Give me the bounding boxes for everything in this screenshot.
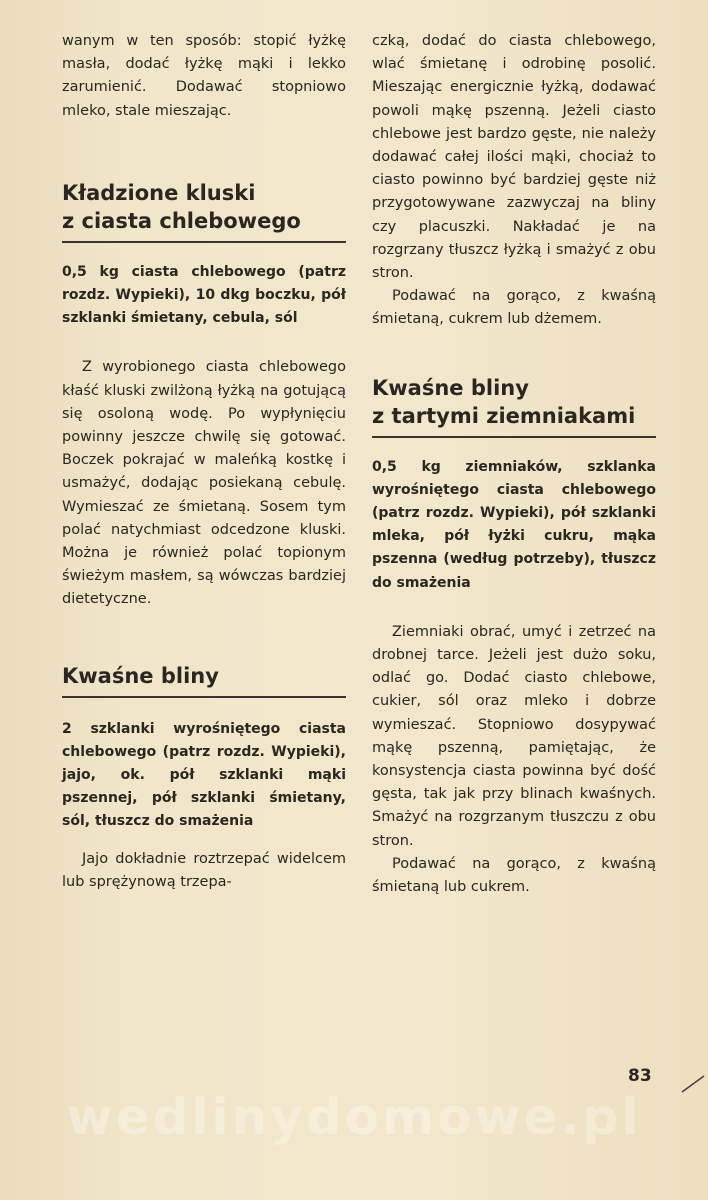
recipe3-ingredients: 0,5 kg ziemniaków, szklanka wyrośniętego ciasta chlebowego (patrz rozdz. Wypieki), pół szklanki mleka, pół łyżki cukru, mąka pszenna (według potrzeby), tłuszcz do smażenia bbox=[372, 458, 656, 591]
page-number: 83 bbox=[628, 1066, 652, 1086]
intro-text: wanym w ten sposób: stopić łyżkę masła, dodać łyżkę mąki i lekko zarumienić. Dodawać stopniowo mleko, stale mieszając. bbox=[62, 33, 346, 119]
left-column bbox=[62, 30, 346, 894]
recipe1-title bbox=[62, 179, 346, 235]
recipe3-title-line2: z tartymi ziemniakami bbox=[372, 403, 636, 428]
watermark: wedlinydomowe.pl bbox=[66, 1088, 642, 1146]
recipe2-method-start: Jajo dokładnie roztrzepać widelcem lub sprężynową trzepa- bbox=[62, 850, 346, 890]
recipe3-method: Ziemniaki obrać, umyć i zetrzeć na drobnej tarce. Jeżeli jest dużo soku, odlać go. Dodać ciasto chlebowe, cukier, sól oraz mleko i dobrze wymieszać. Stopniowo dosypywać mąkę pszenną, pamiętając, że konsystencja ciasta powinna być dość gęsta, tak jak przy blinach kwaśnych. Smażyć na rozgrzanym tłuszczu z obu stron. bbox=[372, 623, 656, 849]
recipe1-ingredients: 0,5 kg ciasta chlebowego (patrz rozdz. Wypieki), 10 dkg boczku, pół szklanki śmietany, cebula, sól bbox=[62, 263, 346, 327]
recipe2-serving: Podawać na gorąco, z kwaśną śmietaną, cukrem lub dżemem. bbox=[372, 288, 656, 328]
recipe2-ingredients: 2 szklanki wyrośniętego ciasta chlebowego (patrz rozdz. Wypieki), jajo, ok. pół szklanki mąki pszennej, pół szklanki śmietany, sól, tłuszcz do smażenia bbox=[62, 720, 346, 830]
right-column bbox=[372, 30, 656, 899]
recipe2-method-continued: czką, dodać do ciasta chlebowego, wlać śmietanę i odrobinę posolić. Mieszając energicznie łyżką, dodawać powoli mąkę pszenną. Jeżeli ciasto chlebowe jest bardzo gęste, nie należy dodawać całej ilości mąki, chociaż to ciasto powinno być bardziej gęste niż przygotowywane zazwyczaj na bliny czy placuszki. Nakładać je na rozgrzany tłuszcz łyżką i smażyć z obu stron. bbox=[372, 33, 656, 282]
recipe3-title bbox=[372, 374, 656, 430]
recipe1-title-line1: Kładzione kluski bbox=[62, 180, 256, 205]
recipe1-method: Z wyrobionego ciasta chlebowego kłaść kluski zwilżoną łyżką na gotującą się osoloną wodę. Po wypłynięciu powinny jeszcze chwilę się gotować. Boczek pokrajać w maleńką kostkę i usmażyć, dodając posiekaną cebulę. Wymieszać ze śmietaną. Sosem tym polać natychmiast odcedzone kluski. Można je również polać topionym świeżym masłem, są wówczas bardziej dietetyczne. bbox=[62, 359, 346, 608]
recipe3-title-line1: Kwaśne bliny bbox=[372, 375, 529, 400]
recipe3-serving: Podawać na gorąco, z kwaśną śmietaną lub cukrem. bbox=[372, 855, 656, 896]
recipe1-title-line2: z ciasta chlebowego bbox=[62, 208, 301, 233]
recipe2-title: Kwaśne bliny bbox=[62, 663, 219, 688]
